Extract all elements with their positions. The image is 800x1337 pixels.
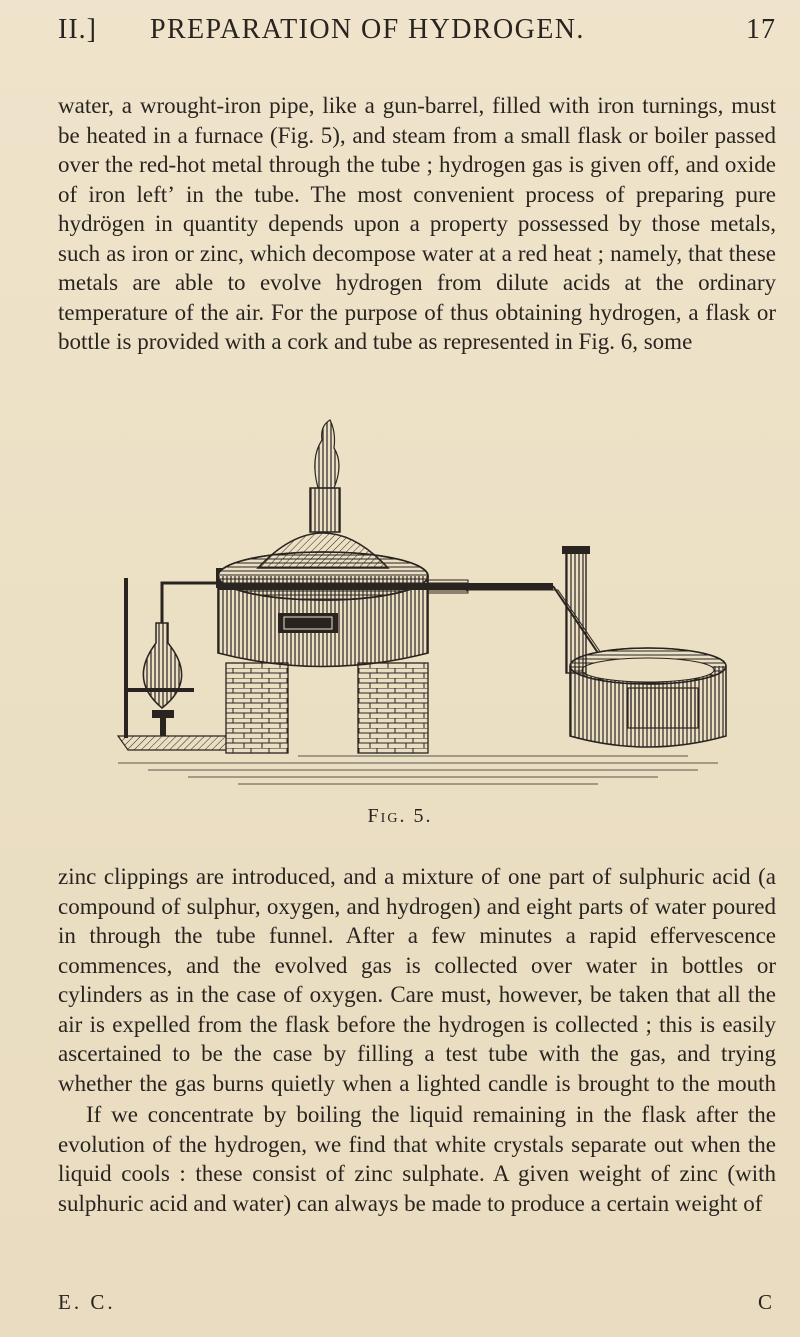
paragraph-3: If we concentrate by boiling the liquid remaining in the flask after the evolution of the hydrogen, we find that white crystals separate out when the liquid cools : these consist of zinc sulphate. A given weight of zinc (with sulphuric acid and water) can always be made to produce a certain weight of bbox=[58, 1102, 776, 1216]
paragraph-2: zinc clippings are introduced, and a mixture of one part of sulphuric acid (a compound of sulphur, oxygen, and hydrogen) and eight parts of water poured in through the tube funnel. After a few minutes a rapid effervescence commences, and the evolved gas is collected over water in bottles or cylinders as in the case of oxygen. Care must, however, be taken that all the air is expelled from the flask before the hydrogen is collected ; this is easily ascertained to be the case by filling a test tube with the gas, and trying whether the gas burns quietly when a lighted candle is brought to the mouth bbox=[58, 864, 776, 1096]
page-title: PREPARATION OF HYDROGEN. bbox=[150, 14, 585, 45]
signature-mark: E. C. bbox=[58, 1290, 116, 1314]
figure-5-illustration bbox=[98, 418, 748, 798]
gathering-mark: C bbox=[757, 1290, 772, 1314]
running-header bbox=[58, 14, 776, 58]
paragraph-1: water, a wrought-iron pipe, like a gun-barrel, filled with iron turnings, must be heated in a furnace (Fig. 5), and steam from a small flask or boiler passed over the red-hot metal through the tube ; hydrogen gas is given off, and oxide of iron leftʼ in the tube. The most convenient process of preparing pure hydrögen in quantity depends upon a property possessed by those metals, such as iron or zinc, which decompose water at a red heat ; namely, that these metals are able to evolve hydrogen from dilute acids at the ordinary temperature of the air. For the purpose of thus obtaining hydrogen, a flask or bottle is provided with a cork and tube as represented in Fig. 6, some bbox=[58, 93, 776, 354]
furnace-apparatus-engraving bbox=[98, 418, 748, 798]
figure-caption: Fig. 5. bbox=[367, 805, 433, 827]
chapter-number: II.] bbox=[58, 14, 97, 45]
page-number: 17 bbox=[746, 14, 776, 45]
page-footer bbox=[58, 1290, 776, 1320]
